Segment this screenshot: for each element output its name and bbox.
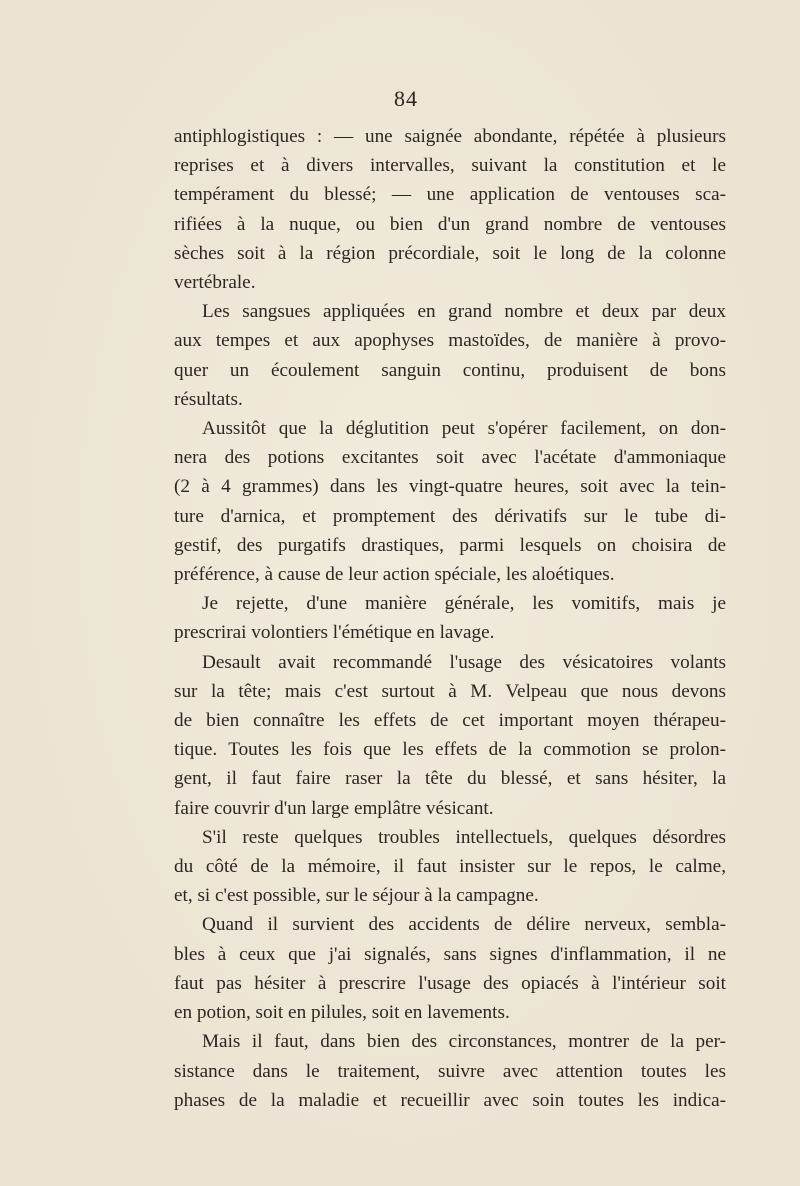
body-text bbox=[174, 122, 726, 1115]
page-number: 84 bbox=[394, 86, 418, 111]
text-line: tempérament du blessé; — une application de ventouses sca- bbox=[174, 184, 726, 206]
text-line: quer un écoulement sanguin continu, produisent de bons bbox=[174, 359, 726, 381]
text-line: vertébrale. bbox=[174, 272, 256, 294]
text-line: phases de la maladie et recueillir avec soin toutes les indica- bbox=[174, 1089, 726, 1111]
text-line: faire couvrir d'un large emplâtre vésicant. bbox=[174, 797, 494, 819]
text-line: Mais il faut, dans bien des circonstances, montrer de la per- bbox=[202, 1031, 726, 1053]
text-line: du côté de la mémoire, il faut insister sur le repos, le calme, bbox=[174, 856, 726, 878]
text-line: (2 à 4 grammes) dans les vingt-quatre heures, soit avec la tein- bbox=[174, 476, 726, 498]
text-line: Aussitôt que la déglutition peut s'opérer facilement, on don- bbox=[202, 418, 726, 440]
paragraph bbox=[174, 414, 726, 589]
text-line: sèches soit à la région précordiale, soit le long de la colonne bbox=[174, 242, 726, 264]
text-line: de bien connaître les effets de cet important moyen thérapeu- bbox=[174, 710, 726, 732]
text-line: aux tempes et aux apophyses mastoïdes, de manière à provo- bbox=[174, 330, 726, 352]
text-line: prescrirai volontiers l'émétique en lavage. bbox=[174, 622, 495, 644]
text-line: faut pas hésiter à prescrire l'usage des opiacés à l'intérieur soit bbox=[174, 972, 726, 994]
text-line: gestif, des purgatifs drastiques, parmi lesquels on choisira de bbox=[174, 534, 726, 556]
text-line: rifiées à la nuque, ou bien d'un grand nombre de ventouses bbox=[174, 213, 726, 235]
text-line: résultats. bbox=[174, 388, 243, 410]
text-line: nera des potions excitantes soit avec l'acétate d'ammoniaque bbox=[174, 447, 726, 469]
text-line: gent, il faut faire raser la tête du blessé, et sans hésiter, la bbox=[174, 768, 726, 790]
paragraph bbox=[174, 823, 726, 911]
text-line: antiphlogistiques : — une saignée abondante, répétée à plusieurs bbox=[174, 126, 726, 147]
text-line: ture d'arnica, et promptement des dérivatifs sur le tube di- bbox=[174, 505, 726, 527]
text-line: S'il reste quelques troubles intellectuels, quelques désordres bbox=[202, 826, 726, 848]
text-line: reprises et à divers intervalles, suivant la constitution et le bbox=[174, 155, 726, 177]
text-line: sur la tête; mais c'est surtout à M. Velpeau que nous devons bbox=[174, 680, 726, 702]
text-line: Les sangsues appliquées en grand nombre et deux par deux bbox=[202, 301, 726, 323]
text-line: et, si c'est possible, sur le séjour à la campagne. bbox=[174, 885, 539, 907]
paragraph bbox=[174, 648, 726, 823]
text-line: sistance dans le traitement, suivre avec attention toutes les bbox=[174, 1060, 726, 1082]
text-line: bles à ceux que j'ai signalés, sans signes d'inflammation, il ne bbox=[174, 943, 726, 965]
paragraph bbox=[174, 910, 726, 1027]
text-line: Quand il survient des accidents de délire nerveux, sembla- bbox=[202, 914, 726, 936]
paragraph bbox=[174, 1027, 726, 1115]
text-line: en potion, soit en pilules, soit en lavements. bbox=[174, 1002, 510, 1024]
text-line: Je rejette, d'une manière générale, les vomitifs, mais je bbox=[202, 593, 726, 615]
text-line: préférence, à cause de leur action spéciale, les aloétiques. bbox=[174, 564, 615, 586]
text-line: tique. Toutes les fois que les effets de la commotion se prolon- bbox=[174, 739, 726, 761]
text-line: Desault avait recommandé l'usage des vésicatoires volants bbox=[202, 651, 726, 673]
paragraph bbox=[174, 297, 726, 414]
paragraph bbox=[174, 122, 726, 297]
paragraph bbox=[174, 589, 726, 647]
